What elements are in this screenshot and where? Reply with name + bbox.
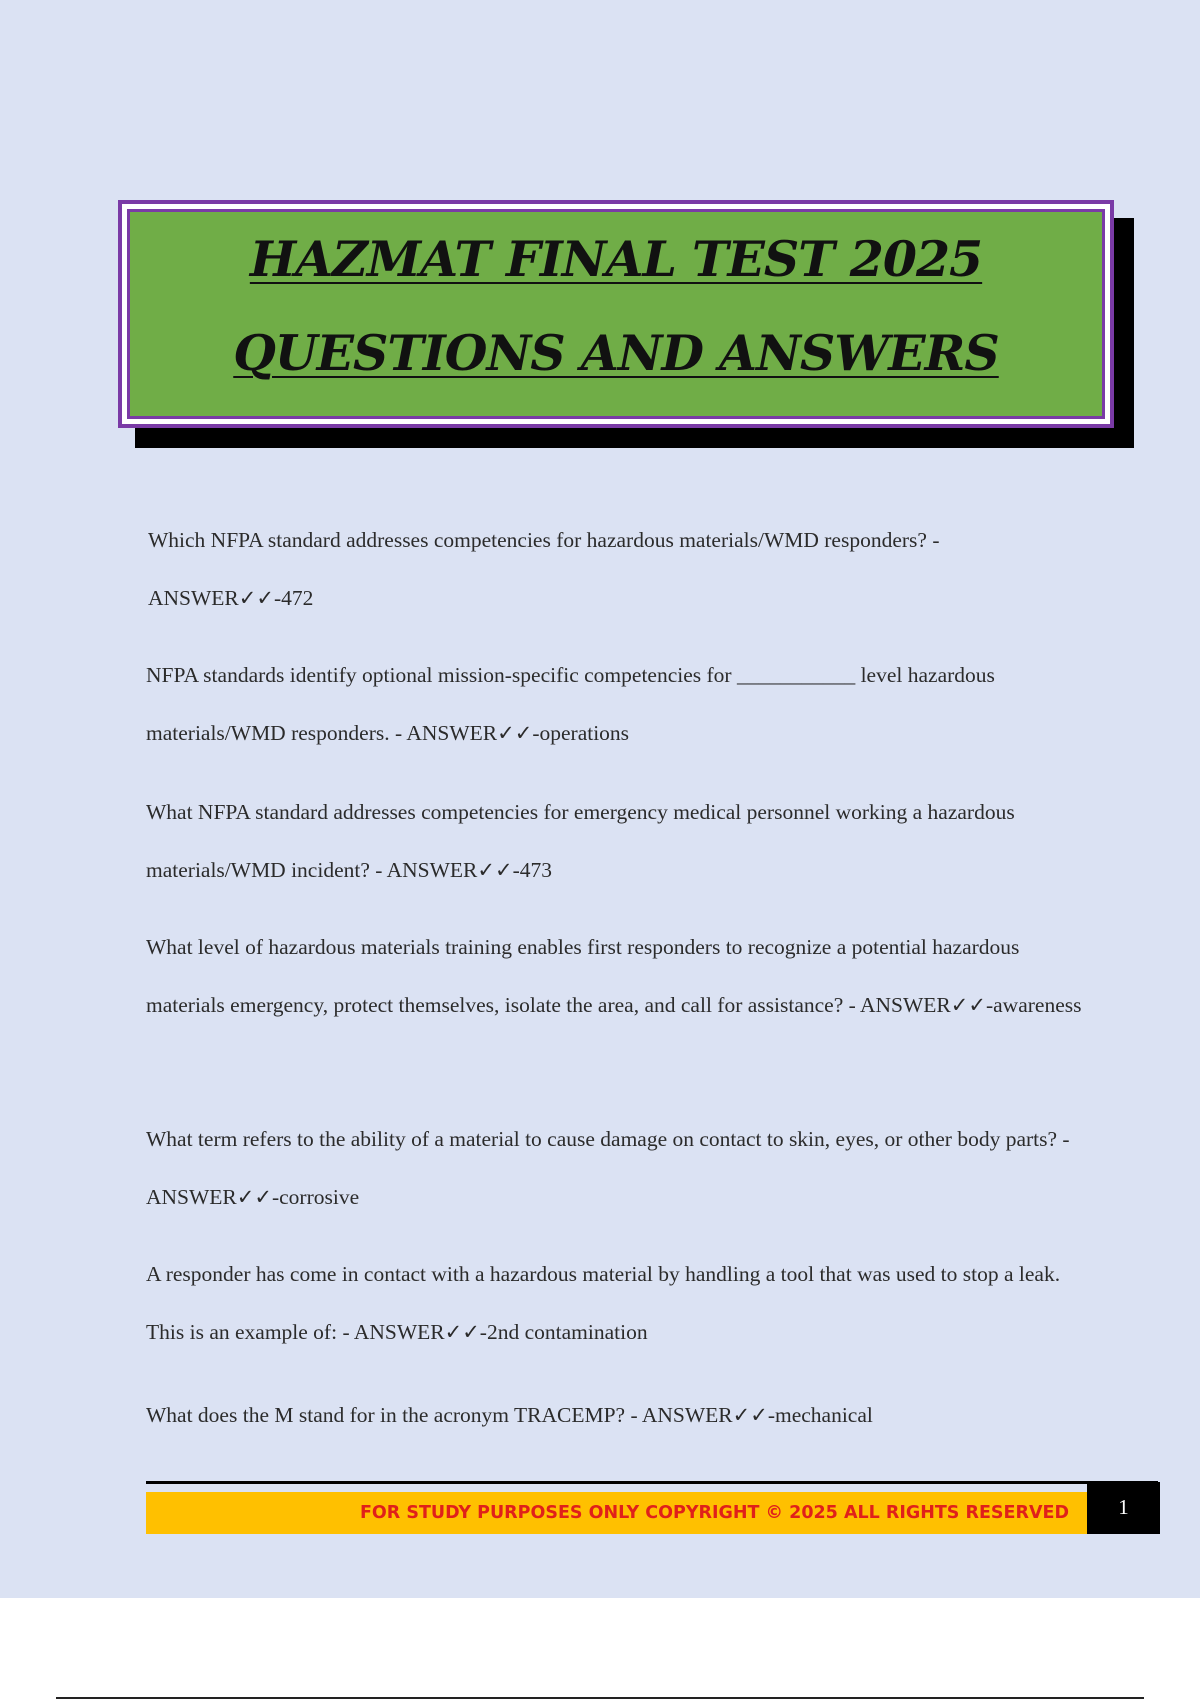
qa-item-2 — [146, 646, 1096, 762]
double-check-icon: ✓✓ — [732, 1403, 768, 1427]
double-check-icon: ✓✓ — [950, 993, 986, 1017]
answer-marker: ANSWER — [148, 586, 239, 610]
answer-marker: ANSWER — [860, 993, 951, 1017]
qa-item-7 — [146, 1386, 1096, 1444]
question-text: What does the M stand for in the acronym TRACEMP? - — [146, 1403, 638, 1427]
copyright-notice: FOR STUDY PURPOSES ONLY COPYRIGHT © 2025 ALL RIGHTS RESERVED — [359, 1503, 1069, 1523]
question-text: What level of hazardous materials training enables first responders to recognize a potential hazardous materials emergency, protect themselves, isolate the area, and call for assistance? - — [146, 935, 1020, 1017]
question-text: Which NFPA standard addresses competencies for hazardous materials/WMD responders? - — [148, 528, 940, 552]
answer-text: -operations — [532, 721, 630, 745]
double-check-icon: ✓✓ — [238, 586, 274, 610]
footer-divider — [146, 1481, 1158, 1484]
footer-bar — [146, 1492, 1087, 1534]
title-line-2: QUESTIONS AND ANSWERS — [233, 324, 999, 382]
double-check-icon: ✓✓ — [444, 1320, 480, 1344]
question-text: NFPA standards identify optional mission-specific competencies for ___________ level hazardous materials/WMD responders. - — [146, 663, 995, 745]
double-check-icon: ✓✓ — [236, 1185, 272, 1209]
answer-text: -awareness — [985, 993, 1082, 1017]
answer-text: -2nd contamination — [479, 1320, 648, 1344]
question-text: A responder has come in contact with a hazardous material by handling a tool that was used to stop a leak. This is an example of: - — [146, 1262, 1061, 1344]
qa-item-5 — [146, 1110, 1096, 1226]
title-line-1: HAZMAT FINAL TEST 2025 — [249, 230, 983, 288]
double-check-icon: ✓✓ — [497, 721, 533, 745]
double-check-icon: ✓✓ — [477, 858, 513, 882]
next-page-divider — [56, 1697, 1144, 1699]
answer-marker: ANSWER — [353, 1320, 445, 1344]
qa-item-3 — [146, 783, 1096, 899]
answer-marker: ANSWER — [641, 1403, 733, 1427]
qa-item-6 — [146, 1245, 1096, 1361]
question-text: What term refers to the ability of a material to cause damage on contact to skin, eyes, or other body parts? - — [146, 1127, 1070, 1151]
title-banner-fill — [127, 209, 1105, 419]
answer-text: -corrosive — [271, 1185, 360, 1209]
answer-marker: ANSWER — [386, 858, 478, 882]
answer-text: -mechanical — [767, 1403, 873, 1427]
qa-item-1 — [148, 511, 1098, 627]
answer-text: -473 — [512, 858, 553, 882]
question-text: What NFPA standard addresses competencies for emergency medical personnel working a hazardous materials/WMD incident? - — [146, 800, 1015, 882]
title-banner — [118, 200, 1114, 428]
page-number: 1 — [1087, 1482, 1160, 1534]
answer-marker: ANSWER — [146, 1185, 237, 1209]
qa-item-4 — [146, 918, 1096, 1034]
answer-text: -472 — [273, 586, 314, 610]
answer-marker: ANSWER — [406, 721, 498, 745]
